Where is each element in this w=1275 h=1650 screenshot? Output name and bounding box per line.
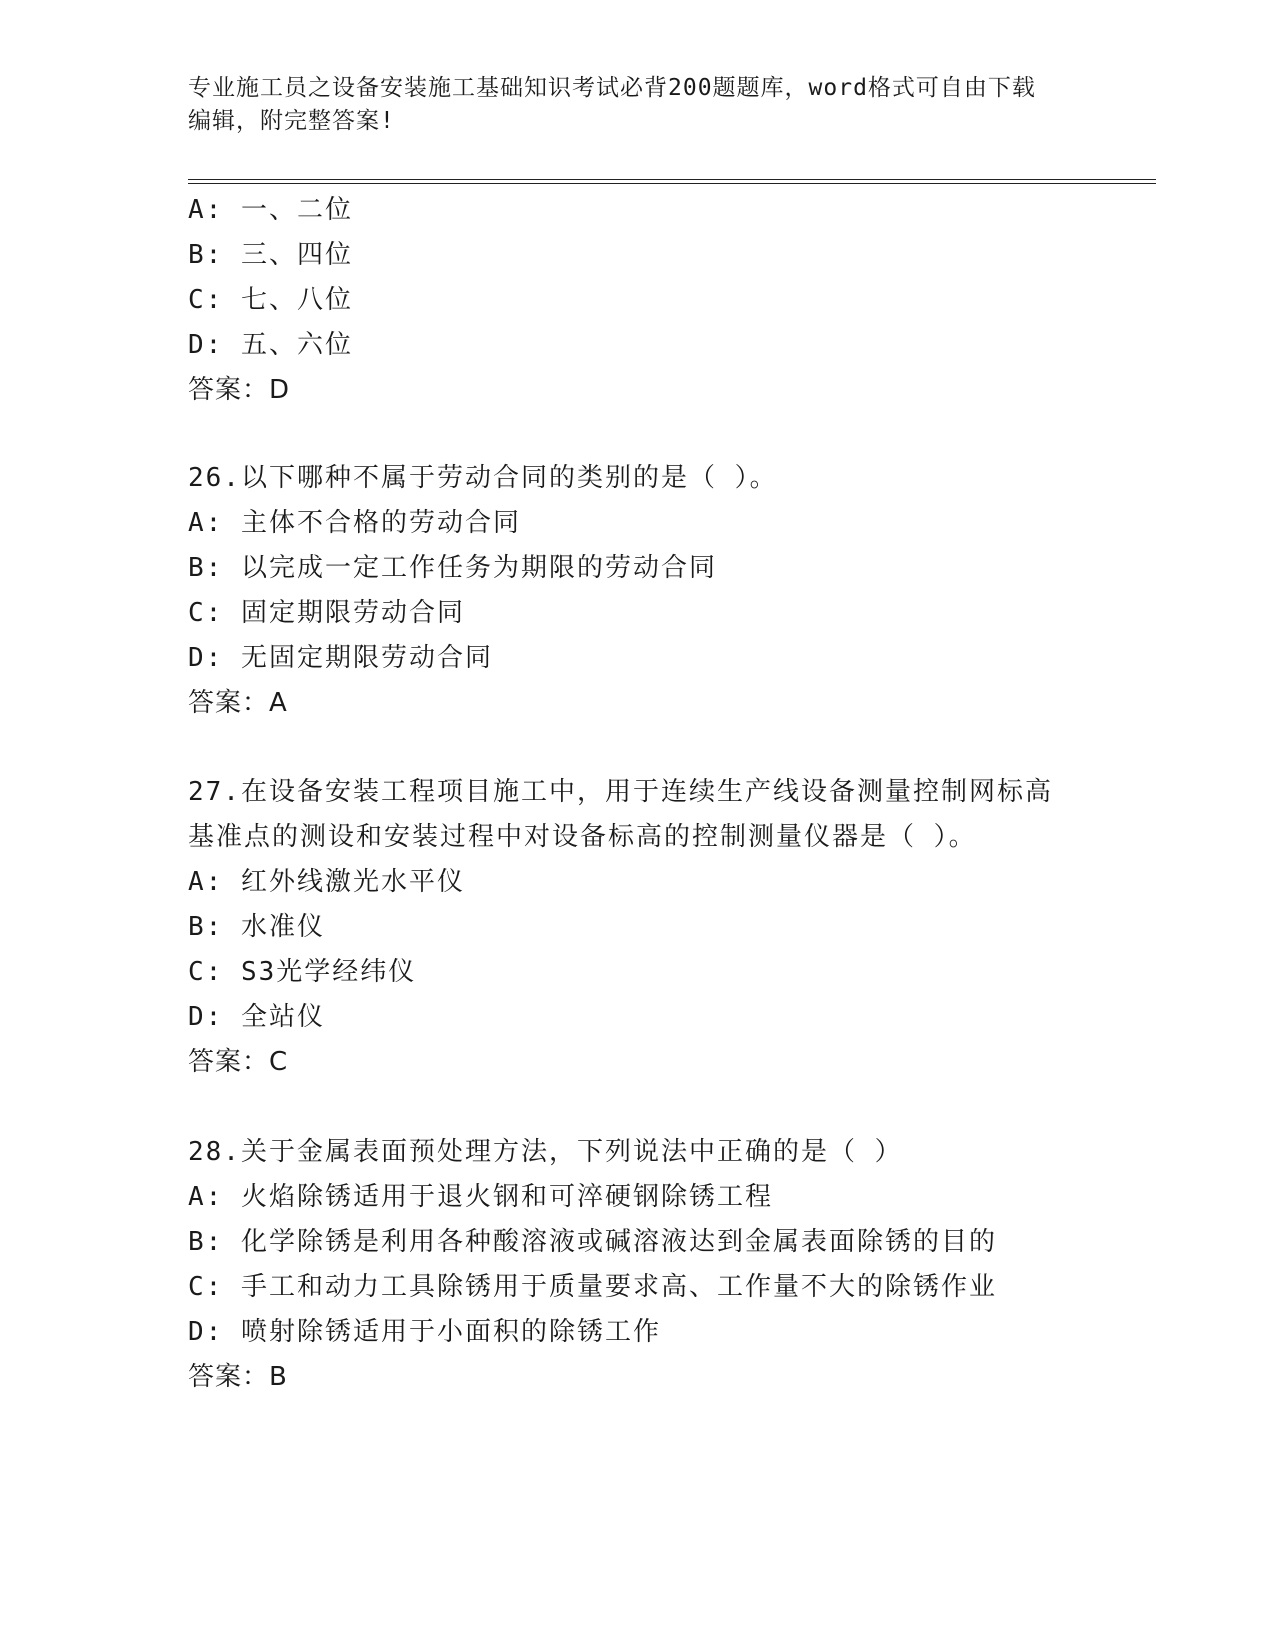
q27-option-b: B: 水准仪 [188,912,325,942]
q27-question-line-1: 27.在设备安装工程项目施工中，用于连续生产线设备测量控制网标高 [188,777,1053,807]
q27-question-line-2: 基准点的测设和安装过程中对设备标高的控制测量仪器是（ ）。 [188,822,977,852]
q27-option-a: A: 红外线激光水平仪 [188,867,465,897]
q28-option-d: D: 喷射除锈适用于小面积的除锈工作 [188,1317,661,1347]
q27-option-d: D: 全站仪 [188,1002,325,1032]
q25-option-c: C: 七、八位 [188,285,353,315]
q26-question: 26.以下哪种不属于劳动合同的类别的是（ ）。 [188,463,778,493]
q28-question: 28.关于金属表面预处理方法，下列说法中正确的是（ ） [188,1137,903,1167]
header-divider-bottom [188,183,1156,184]
q25-option-b: B: 三、四位 [188,240,353,270]
q25-option-a: A: 一、二位 [188,195,353,225]
q25-option-d: D: 五、六位 [188,330,353,360]
q27-answer: 答案：C [188,1047,289,1077]
q28-option-c: C: 手工和动力工具除锈用于质量要求高、工作量不大的除锈作业 [188,1272,997,1302]
q26-option-d: D: 无固定期限劳动合同 [188,643,493,673]
q26-option-c: C: 固定期限劳动合同 [188,598,465,628]
q28-answer: 答案：B [188,1362,288,1392]
document-header [188,72,1068,138]
header-divider-top [188,179,1156,180]
q27-option-c: C: S3光学经纬仪 [188,957,417,987]
q26-answer: 答案：A [188,688,288,718]
q25-answer: 答案：D [188,375,291,405]
header-line-2: 编辑，附完整答案! [188,108,395,134]
q26-option-b: B: 以完成一定工作任务为期限的劳动合同 [188,553,717,583]
q26-option-a: A: 主体不合格的劳动合同 [188,508,521,538]
q28-option-a: A: 火焰除锈适用于退火钢和可淬硬钢除锈工程 [188,1182,773,1212]
header-line-1: 专业施工员之设备安装施工基础知识考试必背200题题库，word格式可自由下载 [188,75,1036,101]
q28-option-b: B: 化学除锈是利用各种酸溶液或碱溶液达到金属表面除锈的目的 [188,1227,997,1257]
